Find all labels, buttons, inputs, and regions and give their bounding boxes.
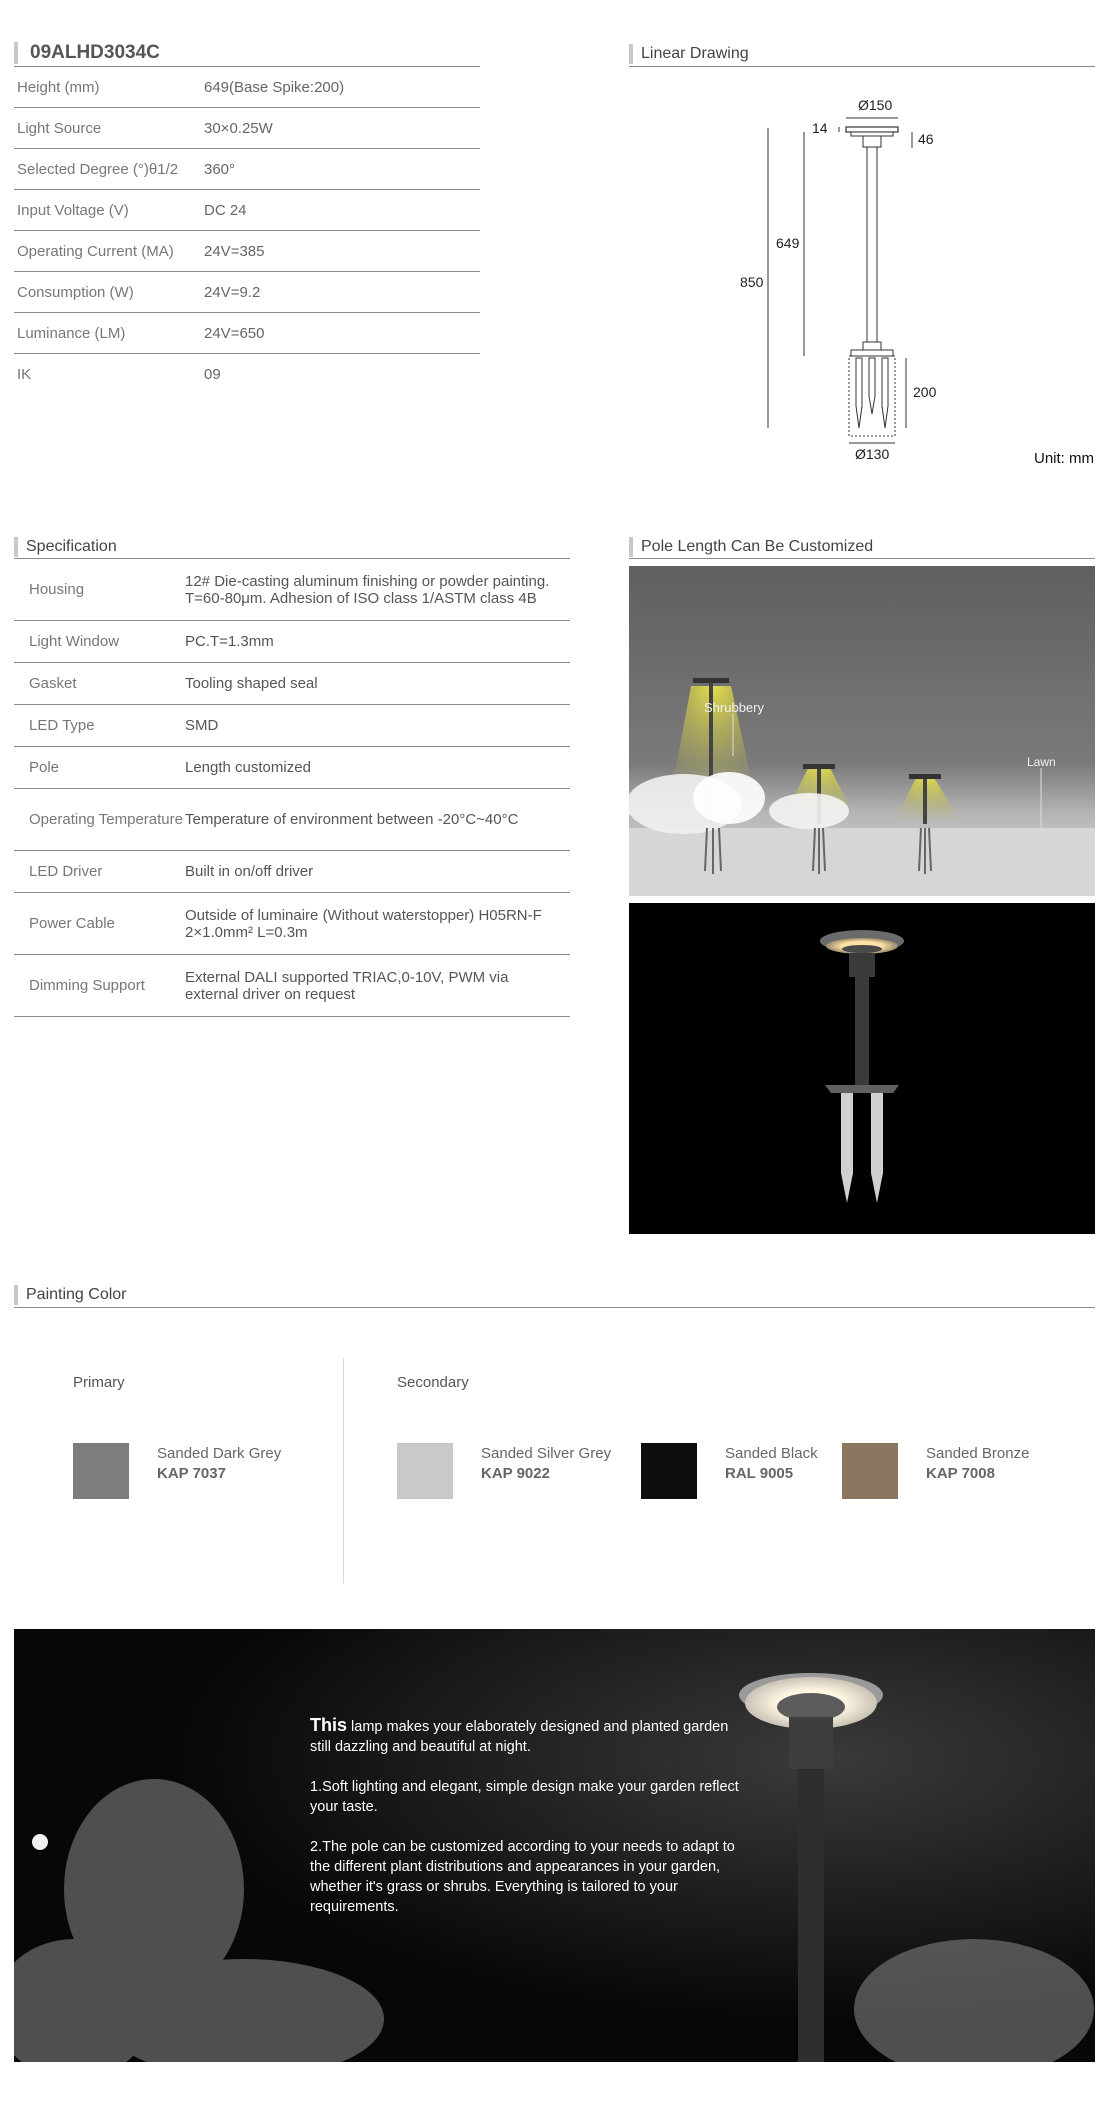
product-row-value: 30×0.25W [204, 119, 273, 137]
spec-row [14, 663, 570, 705]
product-row-label: Consumption (W) [17, 283, 134, 301]
spec-row-value: 12# Die-casting aluminum finishing or powder painting. T=60-80μm. Adhesion of ISO class 1/ASTM class 4B [185, 572, 550, 607]
product-row-label: Operating Current (MA) [17, 242, 174, 260]
product-row [14, 354, 480, 395]
swatch-secondary-1 [641, 1443, 697, 1499]
spec-row [14, 747, 570, 789]
banner-paragraph-1: This lamp makes your elaborately designed and planted garden still dazzling and beautiful at night. [310, 1715, 729, 1755]
product-row [14, 108, 480, 149]
product-row-label: IK [17, 366, 32, 383]
painting-colors [14, 1330, 1095, 1630]
dim-height: 649 [776, 235, 800, 251]
product-row-value: 649(Base Spike:200) [204, 78, 345, 96]
product-row [14, 272, 480, 313]
spec-row [14, 705, 570, 747]
product-row-label: Input Voltage (V) [17, 201, 129, 219]
spec-row-value: SMD [185, 717, 219, 734]
product-model: 09ALHD3034C [14, 42, 160, 64]
pole-length-illustration [629, 566, 1095, 896]
product-row [14, 313, 480, 354]
linear-drawing-title: Linear Drawing [629, 44, 749, 64]
color-name-primary-0: Sanded Dark Grey KAP 7037 [157, 1445, 282, 1482]
color-divider [343, 1358, 344, 1583]
spec-row-label: Pole [29, 759, 60, 776]
label-lawn: Lawn [1027, 755, 1056, 769]
product-row-value: 24V=385 [204, 242, 265, 260]
primary-label: Primary [73, 1374, 125, 1391]
spec-row [14, 851, 570, 893]
spec-row-label: LED Type [29, 717, 95, 734]
spec-row [14, 955, 570, 1017]
product-row [14, 149, 480, 190]
product-row-label: Selected Degree (°)θ1/2 [17, 160, 179, 178]
dim-cap: 14 [812, 120, 828, 136]
spec-row-value: Tooling shaped seal [185, 675, 318, 692]
pole-custom-rule [629, 558, 1095, 559]
spec-row-label: Operating Temperature [29, 811, 183, 828]
marketing-banner [14, 1629, 1095, 2062]
spec-row-value: PC.T=1.3mm [185, 633, 274, 650]
spec-row [14, 621, 570, 663]
dim-spike: 200 [913, 384, 937, 400]
spec-row [14, 789, 570, 851]
product-row [14, 190, 480, 231]
product-row-label: Height (mm) [17, 78, 100, 96]
dim-top-diameter: Ø150 [858, 97, 893, 113]
product-table [14, 66, 480, 395]
painting-color-rule [14, 1307, 1095, 1308]
product-row-label: Luminance (LM) [17, 324, 126, 342]
spec-row-value: External DALI supported TRIAC,0-10V, PWM via external driver on request [185, 968, 509, 1003]
spec-row-label: LED Driver [29, 863, 103, 880]
product-photo [629, 903, 1095, 1234]
product-row [14, 231, 480, 272]
product-row-value: 24V=650 [204, 324, 265, 342]
unit-label: Unit: mm [1034, 450, 1094, 467]
spec-row-value: Built in on/off driver [185, 863, 314, 880]
spec-row [14, 893, 570, 955]
spec-row-value: Temperature of environment between -20°C~40°C [185, 811, 519, 828]
spec-row-label: Light Window [29, 633, 120, 650]
secondary-label: Secondary [397, 1374, 469, 1391]
banner-paragraph-2: 1.Soft lighting and elegant, simple design make your garden reflect your taste. [310, 1779, 739, 1815]
banner-text [310, 1715, 740, 1937]
spec-row-value: Length customized [185, 759, 311, 776]
product-row-value: DC 24 [204, 201, 247, 219]
product-row [14, 67, 480, 108]
color-name-secondary-0: Sanded Silver Grey KAP 9022 [481, 1445, 612, 1482]
painting-color-title: Painting Color [14, 1285, 127, 1305]
spec-row-label: Power Cable [29, 915, 115, 932]
product-row-value: 360° [204, 160, 236, 178]
product-row-value: 24V=9.2 [204, 283, 261, 301]
color-name-secondary-1: Sanded Black RAL 9005 [725, 1445, 818, 1482]
specification-table [14, 558, 570, 1017]
spec-row-label: Housing [29, 581, 85, 598]
swatch-secondary-0 [397, 1443, 453, 1499]
pole-custom-title: Pole Length Can Be Customized [629, 537, 873, 557]
swatch-primary-0 [73, 1443, 129, 1499]
color-name-secondary-2: Sanded Bronze KAP 7008 [926, 1445, 1030, 1482]
swatch-secondary-2 [842, 1443, 898, 1499]
spec-row-label: Dimming Support [29, 977, 145, 994]
linear-drawing [629, 66, 1099, 476]
dim-base-diameter: Ø130 [855, 446, 890, 462]
spec-row-label: Gasket [29, 675, 77, 692]
label-shrubbery: Shrubbery [704, 700, 764, 715]
specification-title: Specification [14, 537, 117, 557]
product-row-value: 09 [204, 366, 221, 383]
product-row-label: Light Source [17, 119, 102, 137]
dim-head: 46 [918, 131, 934, 147]
spec-row-value: Outside of luminaire (Without waterstopper) H05RN-F 2×1.0mm² L=0.3m [185, 906, 542, 941]
banner-paragraph-3: 2.The pole can be customized according to your needs to adapt to the different plant distributions and appearances in your garden, whether it's grass or shrubs. Everything is tailored to your requirements. [310, 1839, 735, 1915]
spec-row [14, 559, 570, 621]
dim-total: 850 [740, 274, 764, 290]
